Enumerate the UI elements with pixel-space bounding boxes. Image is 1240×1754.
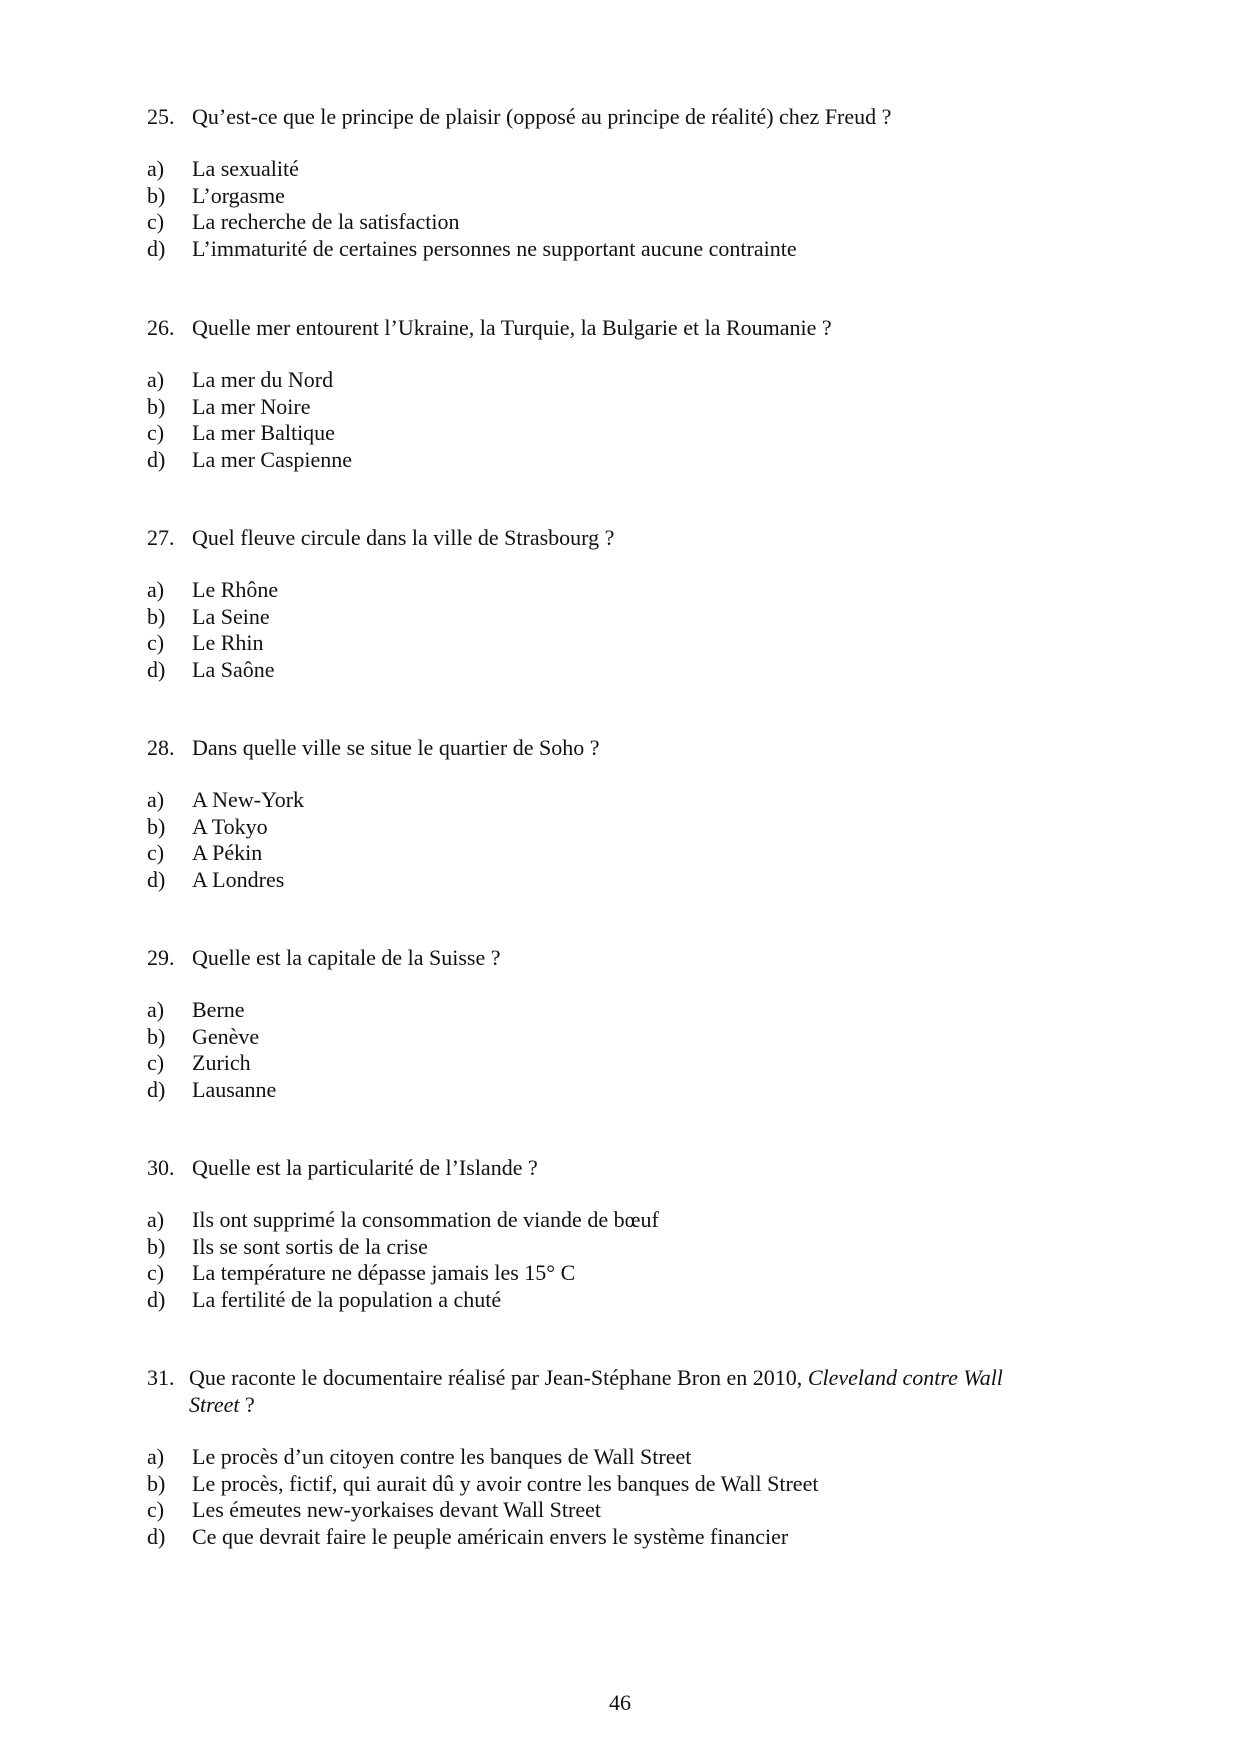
answer-text: Le procès, fictif, qui aurait dû y avoir contre les banques de Wall Street (192, 1470, 819, 1496)
answer-text: La fertilité de la population a chuté (192, 1286, 502, 1312)
answer-option-b (147, 604, 1067, 631)
answer-text: La mer Caspienne (192, 446, 353, 472)
answer-text: La mer Noire (192, 393, 311, 419)
answer-list (147, 787, 1067, 893)
answer-text: Berne (192, 997, 245, 1022)
question-text-start: Que raconte le documentaire réalisé par Jean-Stéphane Bron en 2010, (189, 1365, 808, 1390)
answer-option-b (147, 814, 1067, 841)
answer-option-d (147, 447, 1067, 474)
question-line (147, 1154, 1067, 1181)
answer-letter: c) (147, 630, 165, 655)
answer-option-a (147, 156, 1067, 183)
question-text: Qu’est-ce que le principe de plaisir (opposé au principe de réalité) chez Freud ? (192, 104, 892, 129)
question-line (147, 944, 1067, 971)
answer-option-b (147, 183, 1067, 210)
answer-letter: c) (147, 1260, 165, 1285)
question-number: 28. (147, 735, 175, 760)
question-30 (147, 1154, 1067, 1313)
answer-letter: b) (147, 1233, 166, 1259)
question-text: Quel fleuve circule dans la ville de Strasbourg ? (192, 525, 615, 550)
question-text: Quelle mer entourent l’Ukraine, la Turquie, la Bulgarie et la Roumanie ? (192, 315, 832, 340)
answer-option-b (147, 1234, 1067, 1261)
question-line (147, 103, 1067, 130)
answer-text: La Seine (192, 603, 270, 629)
answer-letter: b) (147, 1470, 166, 1496)
answer-option-b (147, 1471, 1047, 1498)
answer-option-d (147, 1077, 1067, 1104)
answer-option-c (147, 420, 1067, 447)
answer-option-d (147, 1524, 1047, 1551)
answer-letter: d) (147, 1286, 166, 1312)
answer-letter: a) (147, 577, 165, 602)
answer-option-b (147, 394, 1067, 421)
question-text: Quelle est la capitale de la Suisse ? (192, 945, 501, 970)
answer-option-a (147, 367, 1067, 394)
answer-letter: a) (147, 1444, 165, 1469)
answer-text: A New-York (192, 787, 305, 812)
answer-letter: c) (147, 420, 165, 445)
answer-option-a (147, 1207, 1067, 1234)
answer-option-c (147, 630, 1067, 657)
answer-text: Ce que devrait faire le peuple américain envers le système financier (192, 1523, 789, 1549)
question-line (147, 1364, 1047, 1418)
answer-list (147, 577, 1067, 683)
question-28 (147, 734, 1067, 893)
answer-list (147, 156, 1067, 262)
documentary-title: Cleveland contre Wall Street (189, 1365, 1003, 1417)
answer-option-d (147, 236, 1067, 263)
answer-list (147, 367, 1067, 473)
question-number: 30. (147, 1155, 175, 1180)
answer-letter: c) (147, 840, 165, 865)
question-number: 31. (147, 1365, 175, 1390)
answer-list (147, 997, 1067, 1103)
answer-letter: b) (147, 182, 166, 208)
answer-text: Le Rhin (192, 630, 264, 655)
answer-letter: d) (147, 446, 166, 472)
answer-text: Zurich (192, 1050, 251, 1075)
question-line (147, 314, 1067, 341)
answer-text: A Tokyo (192, 813, 268, 839)
answer-text: La mer Baltique (192, 420, 335, 445)
answer-letter: a) (147, 1207, 165, 1232)
answer-text: Le procès d’un citoyen contre les banques de Wall Street (192, 1444, 692, 1469)
answer-letter: b) (147, 603, 166, 629)
answer-letter: c) (147, 209, 165, 234)
question-26 (147, 314, 1067, 473)
question-number: 29. (147, 945, 175, 970)
answer-letter: a) (147, 367, 165, 392)
question-line (147, 524, 1067, 551)
question-number: 26. (147, 315, 175, 340)
answer-option-d (147, 1287, 1067, 1314)
answer-option-a (147, 997, 1067, 1024)
answer-list (147, 1444, 1047, 1550)
answer-option-a (147, 1444, 1047, 1471)
answer-letter: a) (147, 787, 165, 812)
answer-text: La mer du Nord (192, 367, 334, 392)
answer-letter: d) (147, 1523, 166, 1549)
answer-letter: c) (147, 1497, 165, 1522)
answer-option-d (147, 657, 1067, 684)
answer-option-a (147, 787, 1067, 814)
answer-text: Genève (192, 1023, 260, 1049)
answer-option-a (147, 577, 1067, 604)
question-25 (147, 103, 1067, 262)
question-text: Quelle est la particularité de l’Islande ? (192, 1155, 538, 1180)
question-number: 25. (147, 104, 175, 129)
answer-option-d (147, 867, 1067, 894)
answer-text: Ils se sont sortis de la crise (192, 1233, 428, 1259)
answer-text: La recherche de la satisfaction (192, 209, 460, 234)
answer-text: Les émeutes new-yorkaises devant Wall Street (192, 1497, 601, 1522)
answer-text: Lausanne (192, 1076, 277, 1102)
answer-option-c (147, 840, 1067, 867)
question-text (189, 1364, 1047, 1418)
answer-letter: d) (147, 235, 166, 261)
answer-text: A Londres (192, 866, 285, 892)
question-text-end: ? (239, 1392, 255, 1417)
answer-text: Ils ont supprimé la consommation de viande de bœuf (192, 1207, 659, 1232)
answer-text: Le Rhône (192, 577, 279, 602)
answer-option-c (147, 1260, 1067, 1287)
answer-letter: d) (147, 866, 166, 892)
answer-option-c (147, 1050, 1067, 1077)
answer-option-c (147, 1497, 1047, 1524)
answer-text: La température ne dépasse jamais les 15° C (192, 1260, 576, 1285)
question-line (147, 734, 1067, 761)
question-text: Dans quelle ville se situe le quartier de Soho ? (192, 735, 600, 760)
answer-list (147, 1207, 1067, 1313)
answer-letter: d) (147, 656, 166, 682)
answer-letter: d) (147, 1076, 166, 1102)
page-number: 46 (609, 1690, 631, 1715)
question-31 (147, 1364, 1047, 1550)
answer-text: La sexualité (192, 156, 299, 181)
question-number: 27. (147, 525, 175, 550)
answer-letter: c) (147, 1050, 165, 1075)
answer-text: A Pékin (192, 840, 263, 865)
answer-letter: b) (147, 393, 166, 419)
answer-letter: b) (147, 813, 166, 839)
answer-option-b (147, 1024, 1067, 1051)
answer-option-c (147, 209, 1067, 236)
answer-text: L’immaturité de certaines personnes ne supportant aucune contrainte (192, 235, 797, 261)
question-27 (147, 524, 1067, 683)
answer-text: La Saône (192, 656, 275, 682)
question-29 (147, 944, 1067, 1103)
answer-letter: a) (147, 997, 165, 1022)
answer-text: L’orgasme (192, 182, 285, 208)
answer-letter: b) (147, 1023, 166, 1049)
answer-letter: a) (147, 156, 165, 181)
